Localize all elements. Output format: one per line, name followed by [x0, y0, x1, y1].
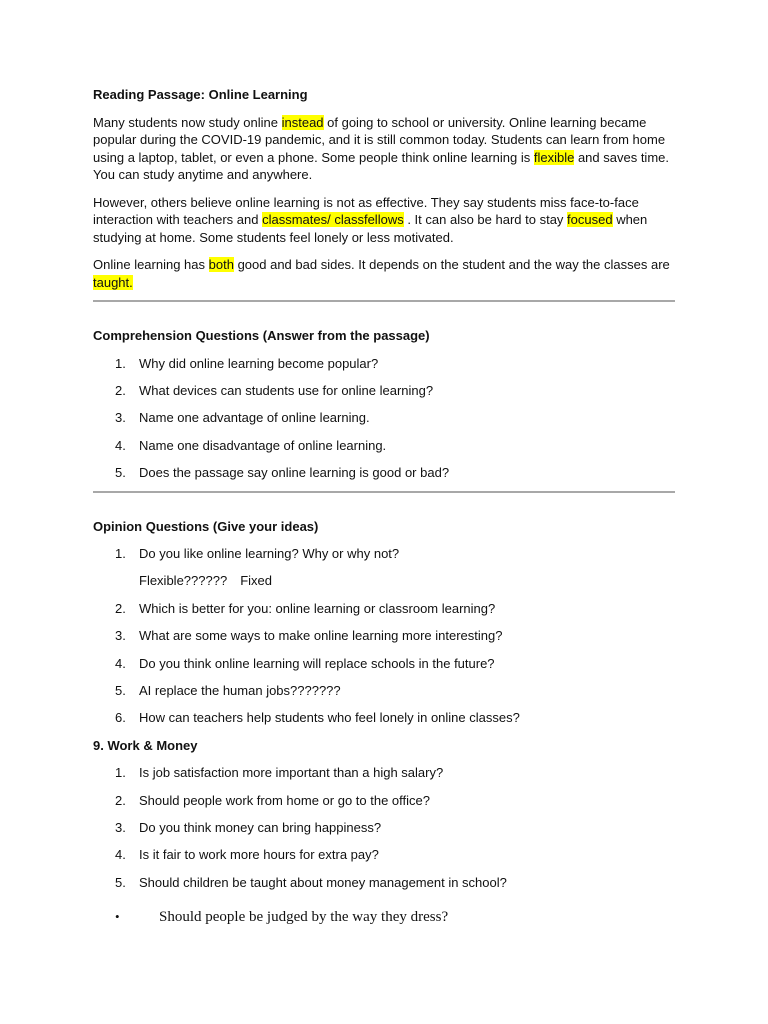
list-item — [93, 600, 675, 618]
question-text: Name one disadvantage of online learning. — [139, 437, 387, 453]
spacer — [93, 493, 675, 518]
list-number: 2. — [115, 382, 126, 398]
bullet-item — [93, 907, 675, 927]
list-item — [93, 709, 675, 727]
list-item — [93, 874, 675, 892]
highlight-taught: taught. — [93, 274, 133, 290]
list-item — [93, 409, 675, 427]
question-text: Do you like online learning? Why or why not? — [139, 546, 400, 562]
question-text: Should people work from home or go to the office? — [139, 792, 430, 808]
list-number: 5. — [115, 683, 126, 699]
question-text: Do you think money can bring happiness? — [139, 820, 382, 836]
text-run: However, others believe online learning is not as effective. They say students miss face-to-face interaction with teachers and — [93, 194, 639, 227]
list-item — [93, 545, 675, 563]
highlight-classmates: classmates/ classfellows — [262, 212, 404, 227]
list-item — [93, 682, 675, 700]
highlight-both: both — [208, 257, 234, 272]
list-item — [93, 792, 675, 810]
question-text: Which is better for you: online learning or classroom learning? — [139, 600, 496, 616]
document-page — [93, 86, 675, 927]
question-text: AI replace the human jobs??????? — [139, 683, 341, 699]
list-item — [93, 655, 675, 673]
list-number: 4. — [115, 847, 126, 863]
bullet-icon: • — [115, 909, 120, 925]
note-flexible: Flexible?????? — [139, 573, 228, 589]
list-number: 2. — [115, 600, 126, 616]
passage-title: Reading Passage: Online Learning — [93, 87, 308, 102]
list-number: 3. — [115, 628, 126, 644]
list-number: 1. — [115, 546, 126, 562]
question-text: Is job satisfaction more important than a high salary? — [139, 765, 444, 781]
question-text: Does the passage say online learning is good or bad? — [139, 465, 450, 481]
text-run: Many students now study online — [93, 114, 282, 130]
question-text: Do you think online learning will replace schools in the future? — [139, 655, 495, 671]
highlight-flexible: flexible — [533, 149, 575, 165]
passage-paragraph-1 — [93, 114, 675, 184]
highlight-focused: focused — [567, 212, 613, 227]
text-run: when studying at home. Some students feel lonely or less motivated. — [93, 212, 648, 245]
text-run: Online learning has — [93, 257, 209, 272]
question-text: How can teachers help students who feel lonely in online classes? — [139, 710, 520, 726]
comprehension-heading: Comprehension Questions (Answer from the passage) — [93, 328, 430, 343]
list-number: 5. — [115, 874, 126, 890]
opinion-heading: Opinion Questions (Give your ideas) — [93, 518, 319, 534]
passage-paragraph-2 — [93, 194, 675, 247]
list-item — [93, 819, 675, 837]
text-run: . It can also be hard to stay — [403, 212, 568, 227]
passage-paragraph-3 — [93, 256, 675, 291]
text-run: good and bad sides. It depends on the student and the way the classes are — [233, 257, 670, 272]
comprehension-list — [93, 355, 675, 482]
highlight-instead: instead — [281, 114, 324, 130]
list-item — [93, 764, 675, 782]
list-number: 2. — [115, 792, 126, 808]
opinion-list — [93, 545, 675, 563]
list-number: 3. — [115, 410, 126, 426]
handwritten-note-line — [93, 572, 675, 590]
list-number: 1. — [115, 765, 126, 781]
list-item — [93, 437, 675, 455]
list-number: 4. — [115, 655, 126, 671]
list-item — [93, 464, 675, 482]
question-text: Name one advantage of online learning. — [139, 410, 370, 426]
question-text: Should children be taught about money management in school? — [139, 874, 507, 890]
work-money-heading: 9. Work & Money — [93, 737, 198, 753]
list-number: 6. — [115, 710, 126, 726]
note-fixed: Fixed — [240, 573, 272, 589]
bullet-text: Should people be judged by the way they dress? — [159, 909, 449, 926]
question-text: What devices can students use for online learning? — [139, 382, 434, 398]
question-text: Is it fair to work more hours for extra pay? — [139, 847, 379, 863]
list-number: 3. — [115, 820, 126, 836]
text-run: and saves time. You can study anytime and anywhere. — [93, 149, 669, 182]
question-text: What are some ways to make online learning more interesting? — [139, 628, 503, 644]
list-item — [93, 355, 675, 373]
list-number: 5. — [115, 465, 126, 481]
list-item — [93, 382, 675, 400]
text-run: of going to school or university. Online learning became popular during the COVID-19 pandemic, and it is still common today. Students can learn from home using a laptop, tablet, or even a phone. Some people think online learning is — [93, 114, 666, 165]
spacer — [93, 302, 675, 327]
work-money-list — [93, 764, 675, 891]
list-item — [93, 627, 675, 645]
list-number: 4. — [115, 437, 126, 453]
opinion-list-continued — [93, 600, 675, 727]
list-number: 1. — [115, 355, 126, 371]
list-item — [93, 846, 675, 864]
question-text: Why did online learning become popular? — [139, 355, 379, 371]
